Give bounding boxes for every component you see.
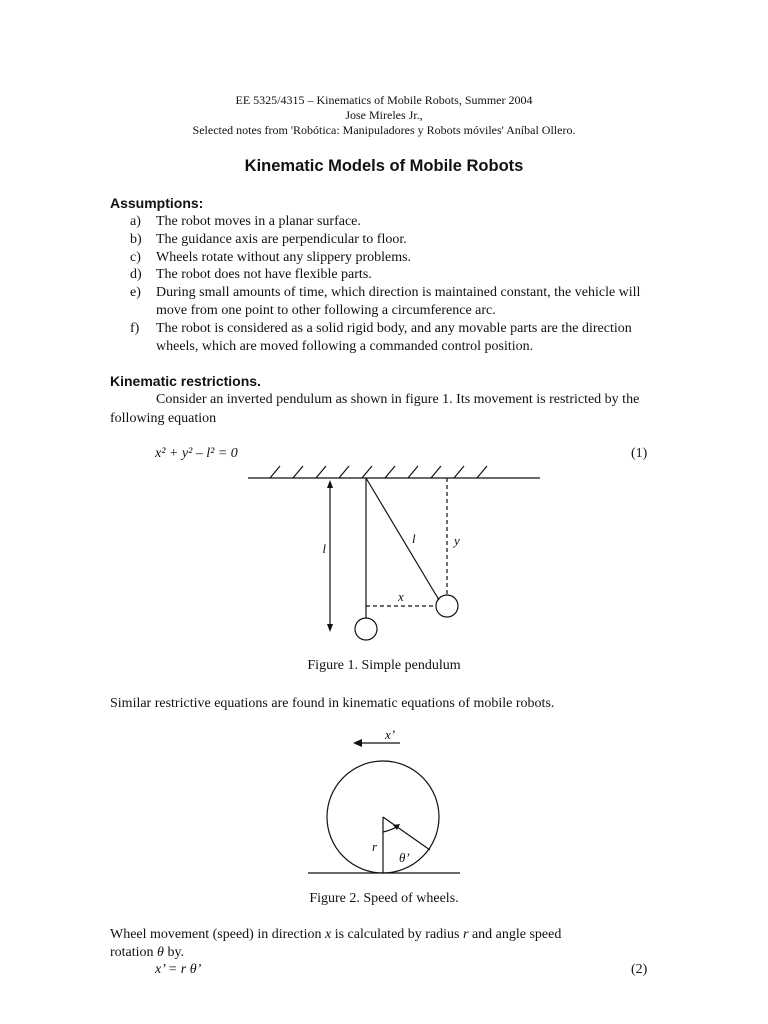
- swung-rod: [366, 478, 439, 600]
- assumptions-list: [110, 213, 670, 355]
- radius-label: r: [372, 839, 378, 854]
- wheel-paragraph: Wheel movement (speed) in direction x is calculated by radius r and angle speed rotation θ by.: [110, 927, 562, 960]
- velocity-label: x’: [385, 727, 396, 742]
- wheel-figure: [300, 722, 470, 882]
- x-label: x: [398, 589, 404, 604]
- figure-2-caption: Figure 2. Speed of wheels.: [309, 891, 459, 906]
- assumptions-heading: Assumptions:: [110, 195, 204, 211]
- restrictions-paragraph: Consider an inverted pendulum as shown in figure 1. Its movement is restricted by the following equation: [110, 392, 640, 426]
- equation-1: x² + y² – l² = 0: [155, 446, 238, 461]
- similar-paragraph: Similar restrictive equations are found in kinematic equations of mobile robots.: [110, 696, 555, 711]
- header-author: Jose Mireles Jr.,: [345, 108, 423, 122]
- rest-bob: [355, 618, 377, 640]
- length-label-rod: l: [412, 531, 416, 546]
- theta-label: θ’: [399, 850, 410, 865]
- equation-2-number: (2): [631, 962, 648, 977]
- page-title: Kinematic Models of Mobile Robots: [244, 157, 524, 175]
- list-item: c) Wheels rotate without any slippery problems.: [130, 249, 412, 265]
- figure-1-caption: Figure 1. Simple pendulum: [307, 658, 461, 673]
- list-item: a) The robot moves in a planar surface.: [130, 214, 361, 229]
- pendulum-figure: [240, 460, 550, 645]
- ceiling-hatch: [270, 466, 487, 478]
- list-item: e) During small amounts of time, which direction is maintained constant, the vehicle will move from one point to other following a circumference arc.: [130, 285, 641, 318]
- list-item: f) The robot is considered as a solid rigid body, and any movable parts are the direction wheels, which are moved following a commanded control position.: [130, 320, 632, 354]
- equation-1-number: (1): [631, 446, 648, 461]
- restrictions-heading: Kinematic restrictions.: [110, 373, 261, 389]
- y-label: y: [454, 533, 460, 548]
- header-source: Selected notes from 'Robótica: Manipuladores y Robots móviles' Aníbal Ollero.: [192, 123, 576, 137]
- equation-2: x’ = r θ’: [155, 962, 202, 977]
- swung-bob: [436, 595, 458, 617]
- length-label-left: l: [322, 541, 326, 556]
- header-course: EE 5325/4315 – Kinematics of Mobile Robots, Summer 2004: [235, 93, 533, 107]
- list-item: d) The robot does not have flexible parts.: [130, 267, 372, 283]
- radius-angled: [383, 817, 430, 850]
- list-item: b) The guidance axis are perpendicular to floor.: [130, 231, 407, 247]
